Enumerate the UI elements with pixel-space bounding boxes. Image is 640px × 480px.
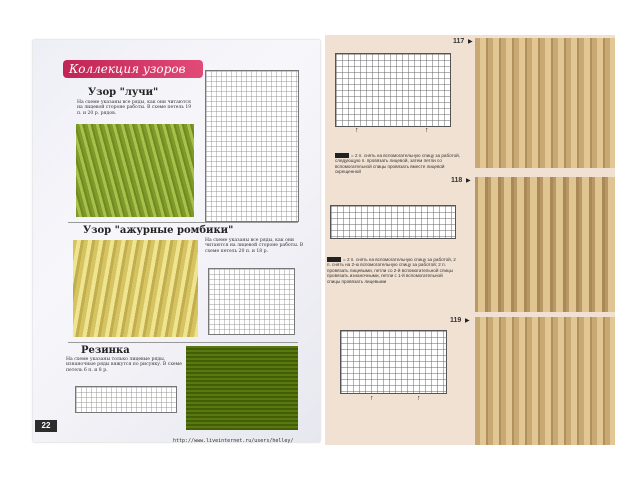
- legend-117-text: = 2 п. снять на вспомогательную спицу за работой, следующую п. провязать лицевой, затем петли со вспомогательной спицы провязать вместе лицевой скрещенной: [335, 153, 460, 175]
- knit-photo-119: [475, 317, 615, 445]
- chart-rays: [205, 70, 299, 222]
- arrow-up-icon: ↑: [417, 395, 421, 402]
- page-title: Коллекция узоров: [63, 60, 203, 78]
- section1-text: На схеме указаны все ряды, как они читаются на лицевой стороне работы. В схеме петель 19 п. и 20 р. рядов.: [77, 100, 192, 116]
- chart-118: [330, 205, 456, 239]
- knit-photo-117: [475, 38, 615, 168]
- knit-photo-118: [475, 177, 615, 312]
- source-url: http://www.liveinternet.ru/users/helley/: [173, 438, 294, 444]
- section2-heading: Узор "ажурные ромбики": [83, 225, 234, 236]
- chart-119: [340, 330, 447, 394]
- arrow-up-icon: ↑: [370, 395, 374, 402]
- arrow-up-icon: ↑: [355, 127, 359, 134]
- knit-swatch-rib: [186, 346, 298, 430]
- section1-heading: Узор "лучи": [88, 87, 159, 98]
- chart-117: [335, 53, 451, 127]
- pattern-number-118: 118: [451, 177, 463, 184]
- divider: [68, 222, 298, 223]
- section3-text: На схеме указаны только лицевые ряды, изнаночные ряды вяжутся по рисунку. В схеме петель 6 п. и 8 р.: [66, 357, 182, 373]
- divider: [68, 342, 298, 343]
- triangle-icon: ▶: [465, 318, 470, 324]
- page-number: 22: [35, 420, 57, 432]
- chart-rib: [75, 386, 177, 413]
- pattern-number-117: 117: [453, 38, 465, 45]
- legend-118-text: = 2 п. снять на вспомогательную спицу за работой, 2 п. снять на 2-ю вспомогательную спицу за работой; 2 п. провязать лицевыми, петли со 2-й вспомогательной спицы провязать изнаночными, петли с 1-й вспомогательной спицы провязать лицевыми: [327, 257, 456, 284]
- knit-swatch-rays: [76, 124, 194, 217]
- chart-rhombus: [208, 268, 295, 335]
- knit-swatch-rhombus: [73, 240, 198, 337]
- legend-117: [335, 153, 465, 175]
- right-page: [325, 35, 615, 445]
- triangle-icon: ▶: [468, 39, 473, 45]
- arrow-up-icon: ↑: [425, 127, 429, 134]
- legend-118: [327, 257, 457, 284]
- triangle-icon: ▶: [466, 178, 471, 184]
- left-page: [33, 40, 320, 442]
- pattern-number-119: 119: [450, 317, 462, 324]
- section3-heading: Резинка: [81, 345, 130, 356]
- section2-text: На схеме указаны все ряды, как они читаются на лицевой стороне работы. В схеме петель 20 п. и 18 р.: [205, 238, 304, 254]
